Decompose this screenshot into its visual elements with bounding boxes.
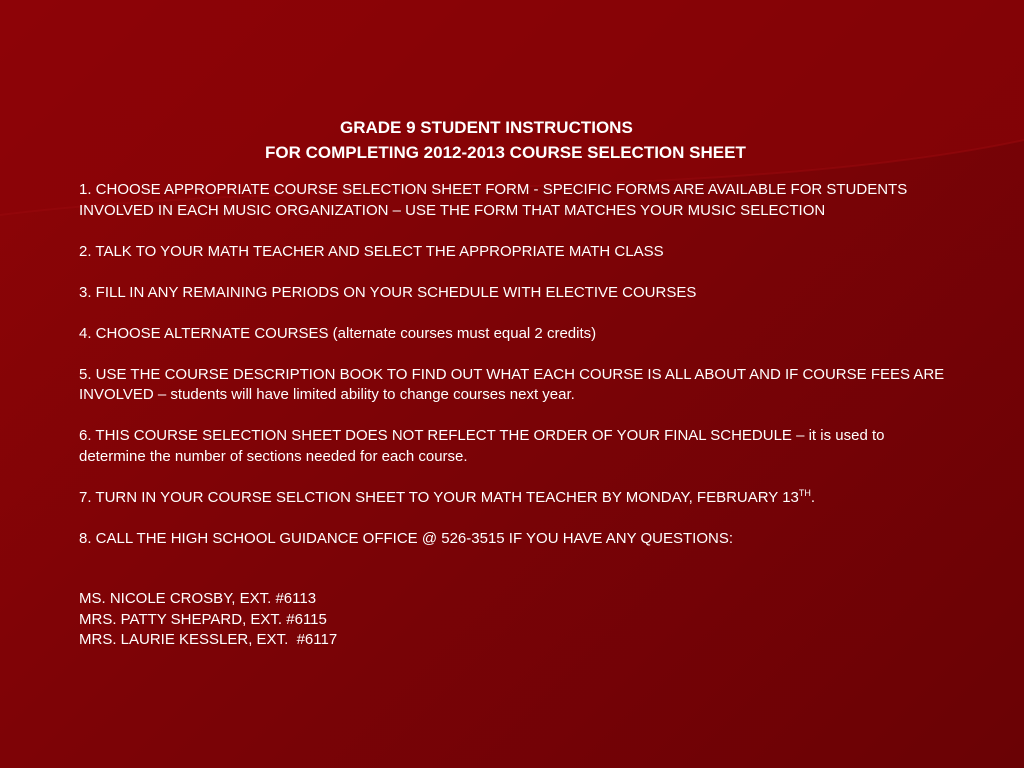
instruction-item-7-text: 7. TURN IN YOUR COURSE SELCTION SHEET TO YOUR MATH TEACHER BY MONDAY, FEBRUARY 13 bbox=[79, 488, 799, 506]
instruction-item: 6. THIS COURSE SELECTION SHEET DOES NOT REFLECT THE ORDER OF YOUR FINAL SCHEDULE – it is used to determine the number of sections needed for each course. bbox=[79, 427, 885, 465]
title-line-2: FOR COMPLETING 2012-2013 COURSE SELECTION SHEET bbox=[265, 143, 746, 162]
instructions-body bbox=[79, 180, 949, 651]
slide-title bbox=[0, 115, 1024, 165]
instruction-item-8: 8. CALL THE HIGH SCHOOL GUIDANCE OFFICE @ 526-3515 IF YOU HAVE ANY QUESTIONS: bbox=[79, 529, 734, 547]
instruction-item: 4. CHOOSE ALTERNATE COURSES (alternate courses must equal 2 credits) bbox=[79, 324, 597, 342]
contact-line: MRS. LAURIE KESSLER, EXT. #6117 bbox=[79, 631, 338, 648]
instruction-item: 2. TALK TO YOUR MATH TEACHER AND SELECT THE APPROPRIATE MATH CLASS bbox=[79, 242, 664, 260]
instruction-item: 5. USE THE COURSE DESCRIPTION BOOK TO FIND OUT WHAT EACH COURSE IS ALL ABOUT AND IF COURSE FEES ARE INVOLVED – students will have limited ability to change courses next year. bbox=[79, 365, 945, 403]
instruction-item: 1. CHOOSE APPROPRIATE COURSE SELECTION SHEET FORM - SPECIFIC FORMS ARE AVAILABLE FOR STUDENTS INVOLVED IN EACH MUSIC ORGANIZATION – USE THE FORM THAT MATCHES YOUR MUSIC SELECTION bbox=[79, 181, 908, 219]
contact-list bbox=[79, 589, 949, 651]
instruction-item: 3. FILL IN ANY REMAINING PERIODS ON YOUR SCHEDULE WITH ELECTIVE COURSES bbox=[79, 283, 697, 301]
contact-line: MS. NICOLE CROSBY, EXT. #6113 bbox=[79, 590, 317, 607]
superscript-th: TH bbox=[798, 487, 811, 498]
title-line-1: GRADE 9 STUDENT INSTRUCTIONS bbox=[340, 118, 633, 137]
contact-line: MRS. PATTY SHEPARD, EXT. #6115 bbox=[79, 610, 327, 628]
instruction-item-7 bbox=[79, 488, 949, 509]
instruction-item-7-end: . bbox=[810, 488, 816, 506]
